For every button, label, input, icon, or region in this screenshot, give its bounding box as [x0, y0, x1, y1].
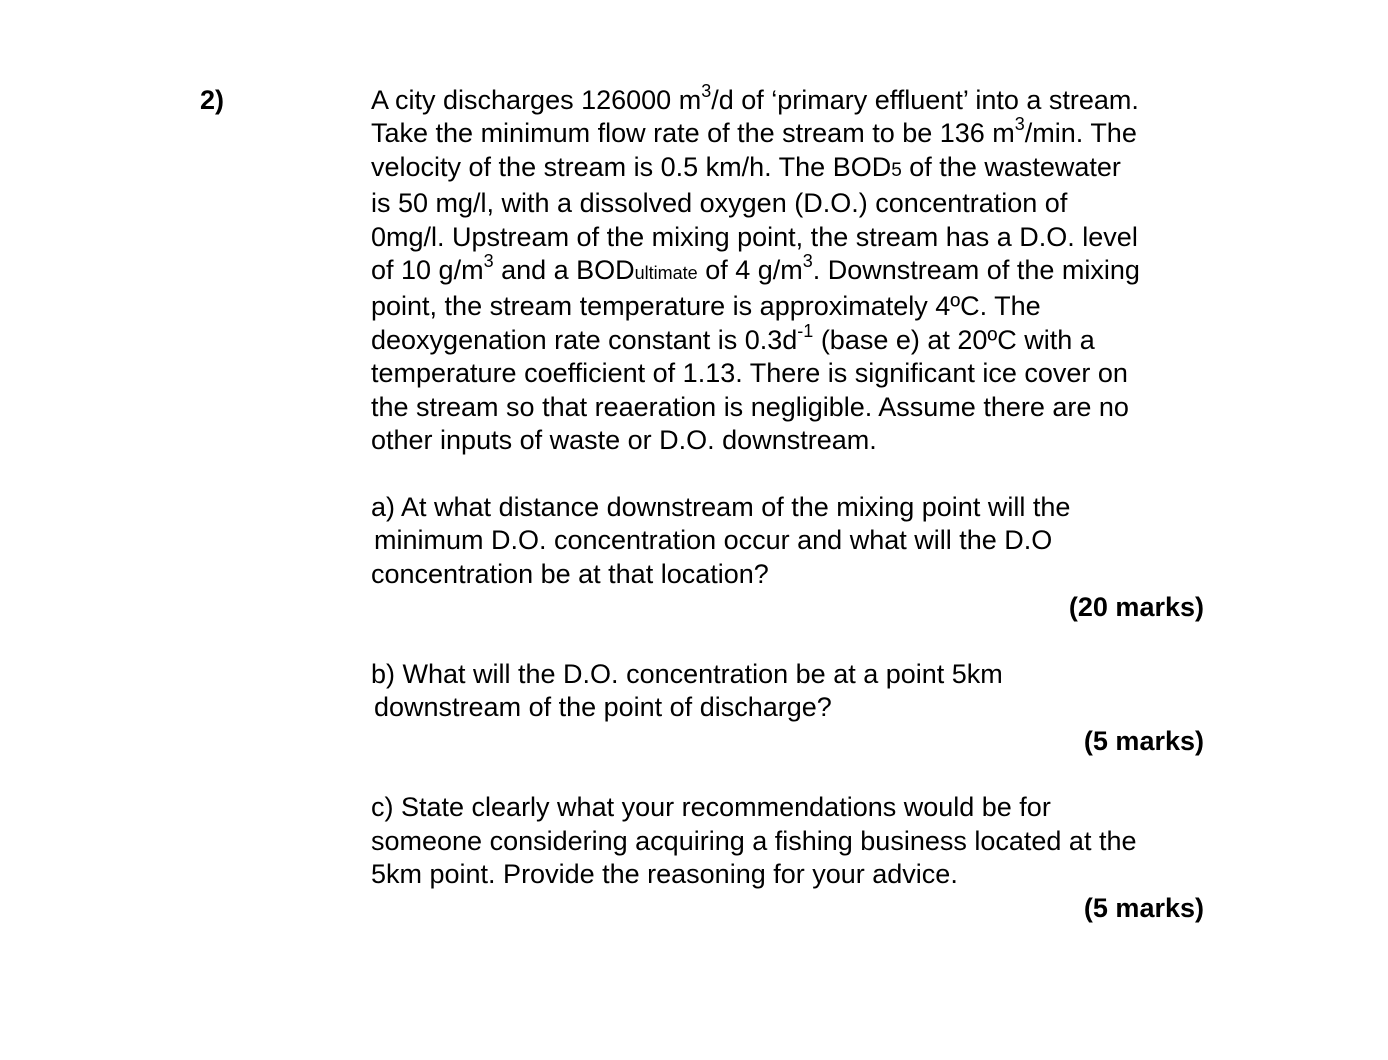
intro-line: velocity of the stream is 0.5 km/h. The BOD5 of the wastewater [371, 151, 1121, 182]
intro-line: point, the stream temperature is approximately 4ºC. The [371, 291, 1041, 322]
part-a-line: minimum D.O. concentration occur and what will the D.O [374, 525, 1053, 556]
question-number: 2) [200, 85, 225, 115]
intro-line: the stream so that reaeration is negligible. Assume there are no [371, 391, 1129, 422]
part-a-marks: (20 marks) [1068, 592, 1204, 623]
intro-line: deoxygenation rate constant is $0.3d^{-1}$ (base e) at 20ºC with a [371, 320, 1095, 355]
part-a-line: concentration be at that location? [371, 558, 769, 589]
intro-line: is 50 mg/l, with a dissolved oxygen (D.O.) concentration of [371, 188, 1068, 219]
part-b [371, 658, 1211, 758]
part-c-line: someone considering acquiring a fishing business located at the [371, 825, 1137, 856]
intro-line: temperature coefficient of 1.13. There is significant ice cover on [371, 358, 1128, 389]
part-b-line: downstream of the point of discharge? [374, 692, 832, 723]
intro-line: other inputs of waste or D.O. downstream. [371, 425, 877, 456]
part-c-line: 5km point. Provide the reasoning for your advice. [371, 859, 958, 890]
intro-line: 0mg/l. Upstream of the mixing point, the stream has a D.O. level [371, 221, 1138, 252]
intro-paragraph [371, 81, 1211, 457]
part-a-line: a) At what distance downstream of the mixing point will the [371, 491, 1071, 522]
part-c [371, 791, 1211, 925]
part-c-line: c) State clearly what your recommendations would be for [371, 792, 1051, 823]
intro-line: Take the minimum flow rate of the stream to be 136 $m^3/\min$. The [371, 114, 1137, 149]
part-a [371, 491, 1211, 625]
part-b-marks: (5 marks) [1083, 725, 1204, 756]
part-c-marks: (5 marks) [1083, 892, 1204, 923]
part-b-line: b) What will the D.O. concentration be at a point 5km [371, 658, 1003, 689]
intro-line: A city discharges 126000 $m^3/d$ of ‘primary effluent’ into a stream. [371, 81, 1139, 115]
question-body [371, 81, 1211, 925]
intro-line: of 10 $g/m^3$ and a BODultimate of 4 $g/m^3$. Downstream of the mixing [371, 251, 1140, 286]
